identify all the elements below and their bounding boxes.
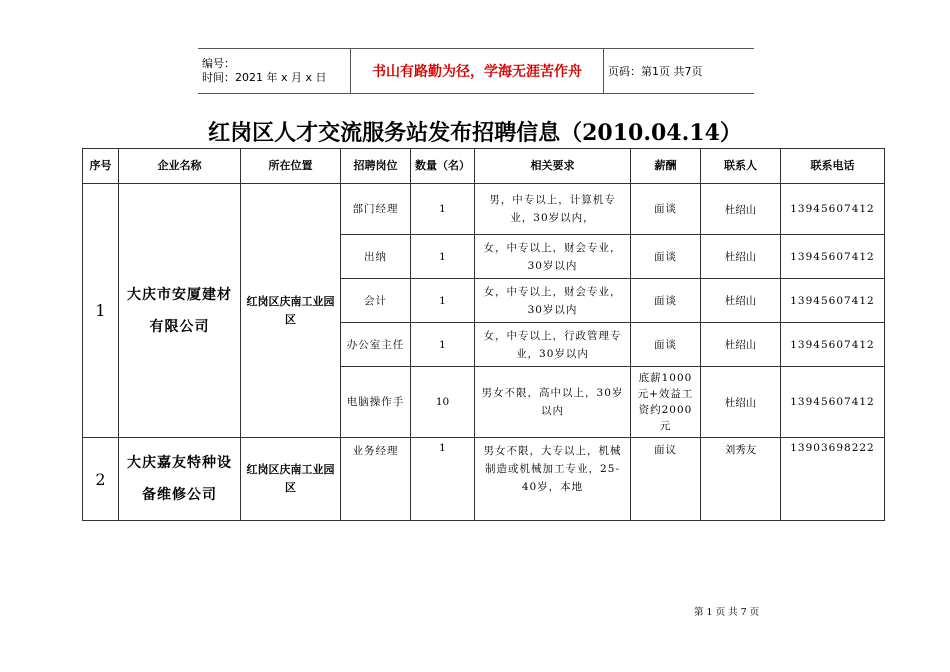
job-phone: 13945607412 bbox=[781, 367, 885, 438]
col-position: 招聘岗位 bbox=[341, 149, 411, 184]
job-contact: 杜绍山 bbox=[701, 184, 781, 235]
job-count: 1 bbox=[411, 323, 475, 367]
job-count: 1 bbox=[411, 279, 475, 323]
recruitment-table bbox=[82, 148, 885, 521]
job-phone: 13945607412 bbox=[781, 184, 885, 235]
job-position: 办公室主任 bbox=[341, 323, 411, 367]
col-salary: 薪酬 bbox=[631, 149, 701, 184]
job-salary: 面谈 bbox=[631, 279, 701, 323]
job-phone: 13945607412 bbox=[781, 279, 885, 323]
page-title: 红岗区人才交流服务站发布招聘信息（2010.04.14） bbox=[208, 120, 742, 146]
job-count: 10 bbox=[411, 367, 475, 438]
job-count: 1 bbox=[411, 438, 475, 521]
job-phone: 13903698222 bbox=[781, 438, 885, 521]
page-info: 页码：第1页 共7页 bbox=[604, 49, 755, 94]
job-position: 业务经理 bbox=[341, 438, 411, 521]
job-requirements: 男女不限，大专以上，机械制造或机械加工专业，25-40岁，本地 bbox=[475, 438, 631, 521]
job-requirements: 女，中专以上，财会专业，30岁以内 bbox=[475, 235, 631, 279]
table-header-row bbox=[83, 149, 885, 184]
job-count: 1 bbox=[411, 184, 475, 235]
page-footer: 第 1 页 共 7 页 bbox=[694, 607, 760, 618]
job-requirements: 女，中专以上，行政管理专业，30岁以内 bbox=[475, 323, 631, 367]
job-position: 出纳 bbox=[341, 235, 411, 279]
col-location: 所在位置 bbox=[241, 149, 341, 184]
job-contact: 杜绍山 bbox=[701, 279, 781, 323]
job-requirements: 男，中专以上，计算机专业，30岁以内， bbox=[475, 184, 631, 235]
table-row bbox=[83, 438, 885, 521]
job-contact: 杜绍山 bbox=[701, 323, 781, 367]
job-salary: 面谈 bbox=[631, 323, 701, 367]
company-location: 红岗区庆南工业园区 bbox=[241, 184, 341, 438]
job-position: 电脑操作手 bbox=[341, 367, 411, 438]
number-label: 编号： bbox=[202, 57, 235, 70]
job-contact: 杜绍山 bbox=[701, 235, 781, 279]
company-seq: 2 bbox=[83, 438, 119, 521]
col-seq: 序号 bbox=[83, 149, 119, 184]
job-salary: 面议 bbox=[631, 438, 701, 521]
company-name: 大庆市安厦建材有限公司 bbox=[119, 184, 241, 438]
col-contact: 联系人 bbox=[701, 149, 781, 184]
job-position: 会计 bbox=[341, 279, 411, 323]
document-header bbox=[198, 48, 754, 94]
motto: 书山有路勤为径，学海无涯苦作舟 bbox=[351, 49, 604, 94]
table-row bbox=[83, 184, 885, 235]
job-requirements: 男女不限，高中以上，30岁以内 bbox=[475, 367, 631, 438]
job-position: 部门经理 bbox=[341, 184, 411, 235]
company-name: 大庆嘉友特种设备维修公司 bbox=[119, 438, 241, 521]
time-label: 时间：2021 年 x 月 x 日 bbox=[202, 71, 327, 84]
job-contact: 杜绍山 bbox=[701, 367, 781, 438]
company-seq: 1 bbox=[83, 184, 119, 438]
company-location: 红岗区庆南工业园区 bbox=[241, 438, 341, 521]
job-phone: 13945607412 bbox=[781, 323, 885, 367]
job-phone: 13945607412 bbox=[781, 235, 885, 279]
job-contact: 刘秀友 bbox=[701, 438, 781, 521]
col-requirements: 相关要求 bbox=[475, 149, 631, 184]
job-requirements: 女，中专以上，财会专业，30岁以内 bbox=[475, 279, 631, 323]
job-count: 1 bbox=[411, 235, 475, 279]
col-company: 企业名称 bbox=[119, 149, 241, 184]
job-salary: 面谈 bbox=[631, 235, 701, 279]
header-meta bbox=[198, 49, 351, 94]
job-salary: 底薪1000元+效益工资约2000元 bbox=[631, 367, 701, 438]
col-count: 数量（名） bbox=[411, 149, 475, 184]
job-salary: 面谈 bbox=[631, 184, 701, 235]
col-phone: 联系电话 bbox=[781, 149, 885, 184]
